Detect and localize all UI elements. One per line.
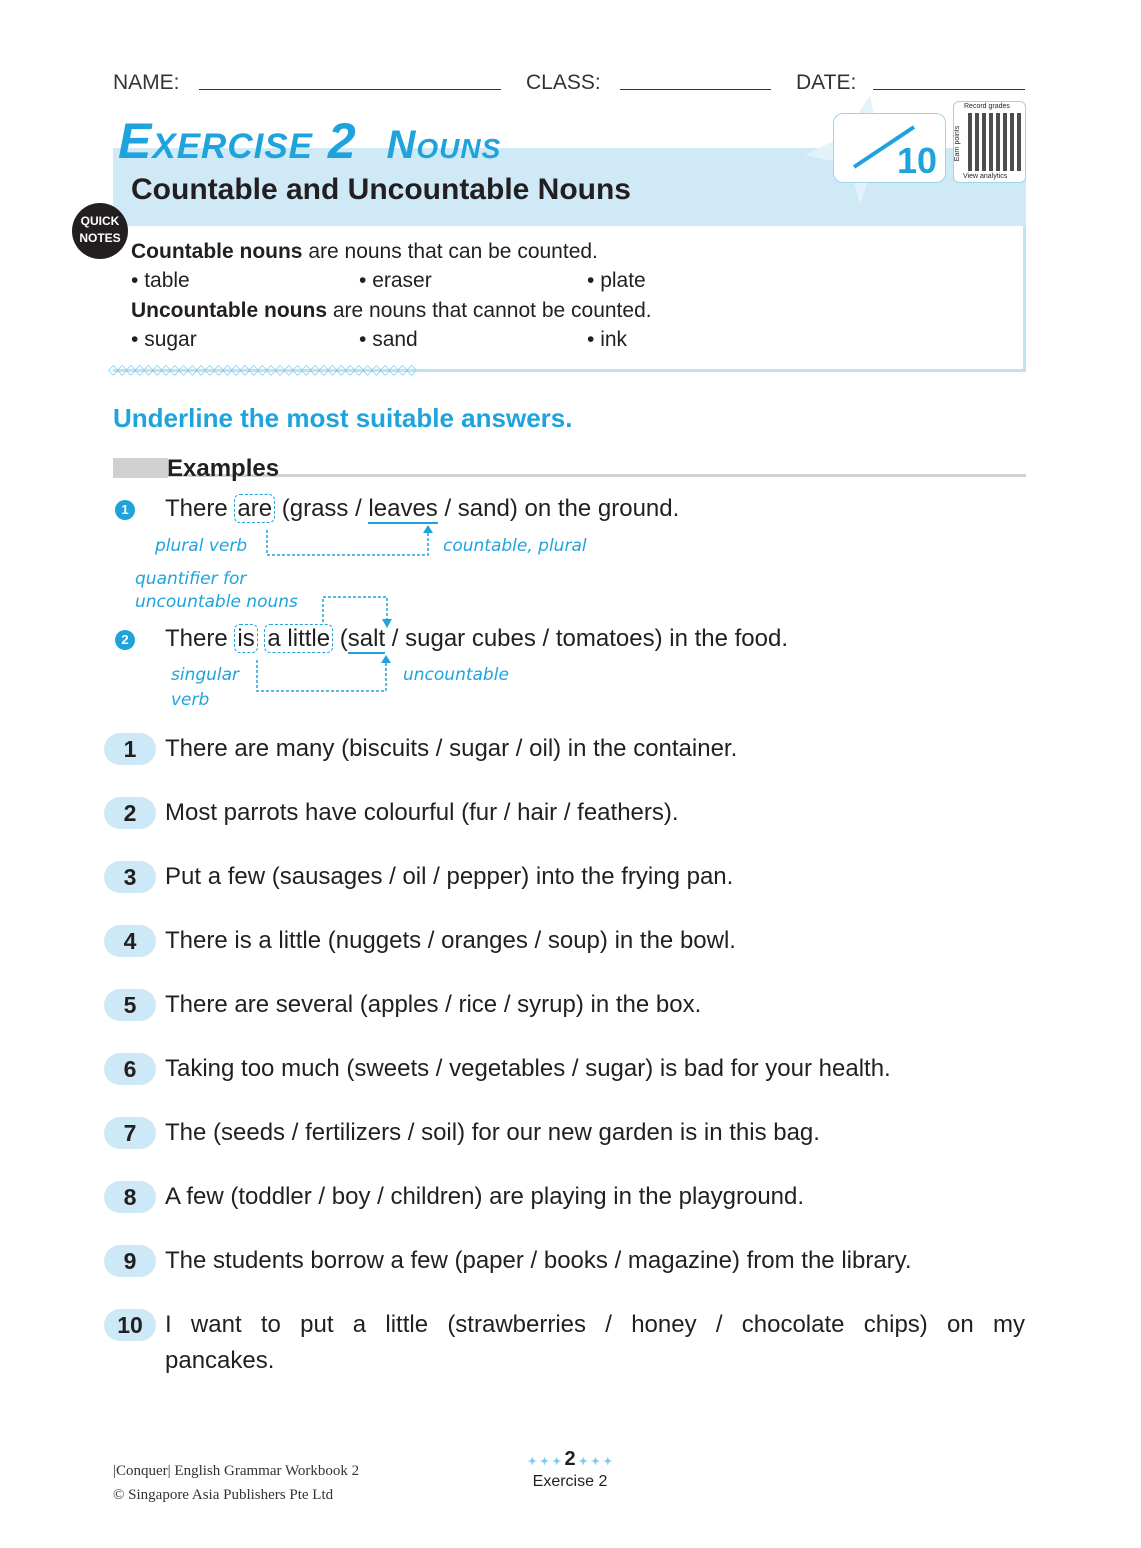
annotation-quantifier-2: uncountable nouns bbox=[135, 592, 298, 612]
question-number: 9 bbox=[104, 1245, 156, 1277]
annotation-uncountable: uncountable bbox=[403, 665, 509, 685]
question-text[interactable]: The students borrow a few (paper / books / magazine) from the library. bbox=[165, 1247, 912, 1274]
question-text[interactable]: I want to put a little (strawberries / honey / chocolate chips) on my bbox=[165, 1311, 1025, 1338]
qr-bottom-label: View analytics bbox=[963, 173, 1008, 180]
question-text-continued[interactable]: pancakes. bbox=[165, 1347, 275, 1374]
instruction: Underline the most suitable answers. bbox=[113, 403, 573, 433]
verb-box: is bbox=[234, 624, 257, 653]
uncountable-example: sand bbox=[372, 328, 418, 351]
annotation-singular: singular bbox=[171, 665, 240, 685]
quantifier-box: a little bbox=[264, 624, 333, 653]
qr-top-label: Record grades bbox=[964, 103, 1010, 110]
example-1-arrow-icon bbox=[255, 525, 445, 560]
question-text[interactable]: The (seeds / fertilizers / soil) for our new garden is in this bag. bbox=[165, 1119, 820, 1146]
answer-underline: leaves bbox=[368, 495, 438, 522]
question-text[interactable]: There are many (biscuits / sugar / oil) in the container. bbox=[165, 735, 738, 762]
countable-definition bbox=[131, 240, 598, 264]
question-number: 4 bbox=[104, 925, 156, 957]
annotation-plural-verb: plural verb bbox=[155, 536, 248, 556]
annotation-verb: verb bbox=[171, 690, 210, 710]
page-number: ✦ ✦ ✦ 2 ✦ ✦ ✦ bbox=[527, 1448, 613, 1470]
answer-underline: salt bbox=[347, 625, 386, 652]
uncountable-def: are nouns that cannot be counted. bbox=[327, 299, 652, 322]
qr-box[interactable] bbox=[953, 101, 1026, 183]
question-text[interactable]: A few (toddler / boy / children) are playing in the playground. bbox=[165, 1183, 805, 1210]
examples-heading-bar bbox=[113, 458, 168, 478]
question-text[interactable]: There is a little (nuggets / oranges / soup) in the bowl. bbox=[165, 927, 736, 954]
uncountable-term: Uncountable nouns bbox=[131, 299, 327, 322]
date-label: DATE: bbox=[796, 71, 857, 94]
stars-decoration-icon: ✦ ✦ ✦ bbox=[527, 1456, 565, 1468]
name-field[interactable] bbox=[199, 89, 501, 90]
exercise-subtitle: Countable and Uncountable Nouns bbox=[131, 173, 631, 206]
qr-code-icon bbox=[968, 113, 1022, 171]
date-field[interactable] bbox=[873, 89, 1025, 90]
question-number: 5 bbox=[104, 989, 156, 1021]
example-sentence-2: There is a little (salt / sugar cubes / tomatoes) in the food. bbox=[165, 625, 789, 652]
question-number: 6 bbox=[104, 1053, 156, 1085]
question-text[interactable]: Most parrots have colourful (fur / hair / feathers). bbox=[165, 799, 679, 826]
example-sentence-1: There are (grass / leaves / sand) on the ground. bbox=[165, 495, 680, 522]
name-label: NAME: bbox=[113, 71, 180, 94]
annotation-countable-plural: countable, plural bbox=[443, 536, 587, 556]
footer-copyright: © Singapore Asia Publishers Pte Ltd bbox=[113, 1487, 334, 1503]
quick-notes-badge: QUICK NOTES bbox=[72, 203, 128, 259]
qr-side-label: Earn points bbox=[954, 125, 962, 162]
question-number: 7 bbox=[104, 1117, 156, 1149]
footer-book-title: |Conquer| English Grammar Workbook 2 bbox=[113, 1463, 360, 1479]
verb-box: are bbox=[234, 494, 275, 523]
class-label: CLASS: bbox=[526, 71, 601, 94]
examples-heading: Examples bbox=[167, 455, 280, 482]
question-text[interactable]: There are several (apples / rice / syrup) in the box. bbox=[165, 991, 702, 1018]
footer-section: Exercise 2 bbox=[532, 1473, 608, 1490]
score-total: 10 bbox=[896, 140, 937, 181]
question-number: 3 bbox=[104, 861, 156, 893]
example-2-arrow-icon bbox=[250, 655, 395, 695]
question-number: 10 bbox=[104, 1309, 156, 1341]
question-number: 1 bbox=[104, 733, 156, 765]
diamond-chain-decoration: ◇◇◇◇◇◇◇◇◇◇◇◇◇◇◇◇◇◇◇◇◇◇◇◇◇◇◇◇◇◇◇◇◇◇◇ bbox=[108, 361, 415, 377]
example-number: 2 bbox=[115, 630, 135, 650]
question-text[interactable]: Taking too much (sweets / vegetables / sugar) is bad for your health. bbox=[165, 1055, 891, 1082]
countable-def: are nouns that can be counted. bbox=[302, 240, 598, 263]
score-box[interactable] bbox=[833, 113, 946, 183]
countable-term: Countable nouns bbox=[131, 240, 303, 263]
uncountable-example: ink bbox=[600, 328, 628, 351]
question-number: 2 bbox=[104, 797, 156, 829]
countable-example: plate bbox=[600, 269, 646, 292]
question-number: 8 bbox=[104, 1181, 156, 1213]
class-field[interactable] bbox=[620, 89, 771, 90]
annotation-quantifier-1: quantifier for bbox=[135, 569, 247, 589]
exercise-topic: Nouns bbox=[386, 123, 502, 167]
exercise-title bbox=[118, 112, 501, 170]
uncountable-definition bbox=[131, 299, 652, 323]
question-text[interactable]: Put a few (sausages / oil / pepper) into the frying pan. bbox=[165, 863, 734, 890]
exercise-number: Exercise 2 bbox=[118, 113, 357, 169]
countable-example: eraser bbox=[372, 269, 432, 292]
countable-example: table bbox=[144, 269, 190, 292]
example-number: 1 bbox=[115, 500, 135, 520]
uncountable-example: sugar bbox=[144, 328, 197, 351]
examples-rule bbox=[168, 474, 1026, 477]
